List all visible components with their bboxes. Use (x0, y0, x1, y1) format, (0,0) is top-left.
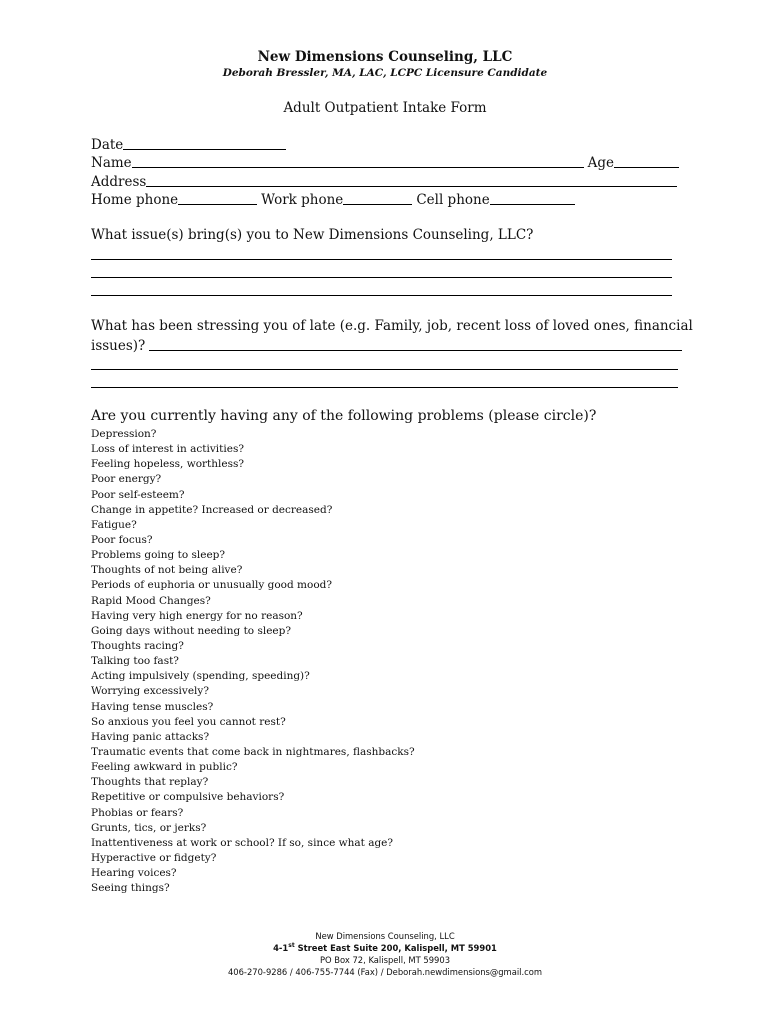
address-field[interactable] (146, 173, 677, 187)
problem-item[interactable]: Problems going to sleep? (91, 549, 226, 562)
answer-line[interactable] (91, 277, 672, 278)
problem-item[interactable]: Worrying excessively? (91, 685, 209, 698)
problem-item[interactable]: Grunts, tics, or jerks? (91, 821, 207, 834)
question-stress-line1: What has been stressing you of late (e.g. Family, job, recent loss of loved ones, financial (91, 318, 693, 334)
work-phone-label: Work phone (261, 192, 344, 208)
problem-item[interactable]: Loss of interest in activities? (91, 443, 244, 456)
problem-item[interactable]: Depression? (91, 428, 157, 440)
footer-po-box: PO Box 72, Kalispell, MT 59903 (319, 955, 451, 965)
question-stress-line2-row (91, 337, 682, 354)
problem-item[interactable]: Poor self-esteem? (91, 488, 185, 501)
problem-item[interactable]: Traumatic events that come back in nightmares, flashbacks? (91, 745, 415, 758)
problem-item[interactable]: Poor energy? (91, 473, 162, 486)
home-phone-field[interactable] (178, 191, 257, 205)
problem-item[interactable]: Hyperactive or fidgety? (91, 851, 217, 864)
answer-line[interactable] (91, 295, 672, 296)
date-field[interactable] (123, 136, 286, 150)
company-name: New Dimensions Counseling, LLC (257, 49, 513, 65)
answer-line[interactable] (91, 369, 678, 370)
problem-item[interactable]: Rapid Mood Changes? (91, 594, 211, 607)
problem-item[interactable]: Acting impulsively (spending, speeding)? (91, 670, 310, 683)
problem-item[interactable]: Feeling awkward in public? (91, 761, 238, 774)
question-stress-line2: issues)? (91, 338, 146, 354)
problem-item[interactable]: Fatigue? (91, 518, 137, 531)
date-label: Date (91, 137, 124, 153)
counselor-credentials: Deborah Bressler, MA, LAC, LCPC Licensure Candidate (222, 67, 548, 79)
footer (0, 930, 770, 978)
answer-line[interactable] (91, 387, 678, 388)
answer-line[interactable] (149, 337, 682, 351)
problems-heading: Are you currently having any of the following problems (please circle)? (91, 408, 597, 424)
phone-row (91, 191, 575, 208)
date-row (91, 136, 286, 153)
problem-item[interactable]: Inattentiveness at work or school? If so, since what age? (91, 836, 394, 849)
age-label: Age (587, 155, 615, 171)
cell-phone-label: Cell phone (416, 192, 490, 208)
problem-item[interactable]: Having very high energy for no reason? (91, 609, 303, 622)
footer-address-number: 4-1 (273, 943, 289, 953)
problem-item[interactable]: Repetitive or compulsive behaviors? (91, 791, 285, 804)
problem-item[interactable]: Thoughts of not being alive? (91, 564, 243, 577)
problem-item[interactable]: So anxious you feel you cannot rest? (91, 715, 286, 728)
question-issues: What issue(s) bring(s) you to New Dimensions Counseling, LLC? (91, 227, 534, 243)
problems-list (91, 427, 415, 896)
problem-item[interactable]: Thoughts racing? (91, 639, 184, 652)
problem-item[interactable]: Phobias or fears? (91, 806, 184, 819)
problem-item[interactable]: Change in appetite? Increased or decreased? (91, 503, 333, 516)
footer-company: New Dimensions Counseling, LLC (315, 931, 455, 941)
address-row (91, 173, 677, 190)
name-label: Name (91, 155, 132, 171)
name-field[interactable] (132, 154, 584, 168)
problem-item[interactable]: Periods of euphoria or unusually good mood? (91, 579, 332, 592)
problem-item[interactable]: Talking too fast? (91, 655, 179, 668)
footer-address (0, 942, 770, 954)
problem-item[interactable]: Poor focus? (91, 533, 153, 546)
problem-item[interactable]: Feeling hopeless, worthless? (91, 458, 245, 471)
footer-address-suffix: st (288, 942, 295, 950)
footer-contact: 406-270-9286 / 406-755-7744 (Fax) / Deborah.newdimensions@gmail.com (227, 967, 543, 977)
problem-item[interactable]: Having tense muscles? (91, 700, 214, 713)
name-row (91, 154, 679, 171)
work-phone-field[interactable] (343, 191, 412, 205)
problem-item[interactable]: Thoughts that replay? (91, 776, 209, 789)
footer-address-street: Street East Suite 200, Kalispell, MT 59901 (294, 943, 497, 953)
answer-line[interactable] (91, 259, 672, 260)
problem-item[interactable]: Seeing things? (91, 882, 170, 895)
problem-item[interactable]: Hearing voices? (91, 867, 177, 880)
age-field[interactable] (614, 154, 679, 168)
problem-item[interactable]: Having panic attacks? (91, 730, 210, 743)
cell-phone-field[interactable] (490, 191, 575, 205)
form-title: Adult Outpatient Intake Form (283, 100, 487, 116)
problem-item[interactable]: Going days without needing to sleep? (91, 624, 291, 637)
home-phone-label: Home phone (91, 192, 179, 208)
address-label: Address (91, 174, 147, 190)
